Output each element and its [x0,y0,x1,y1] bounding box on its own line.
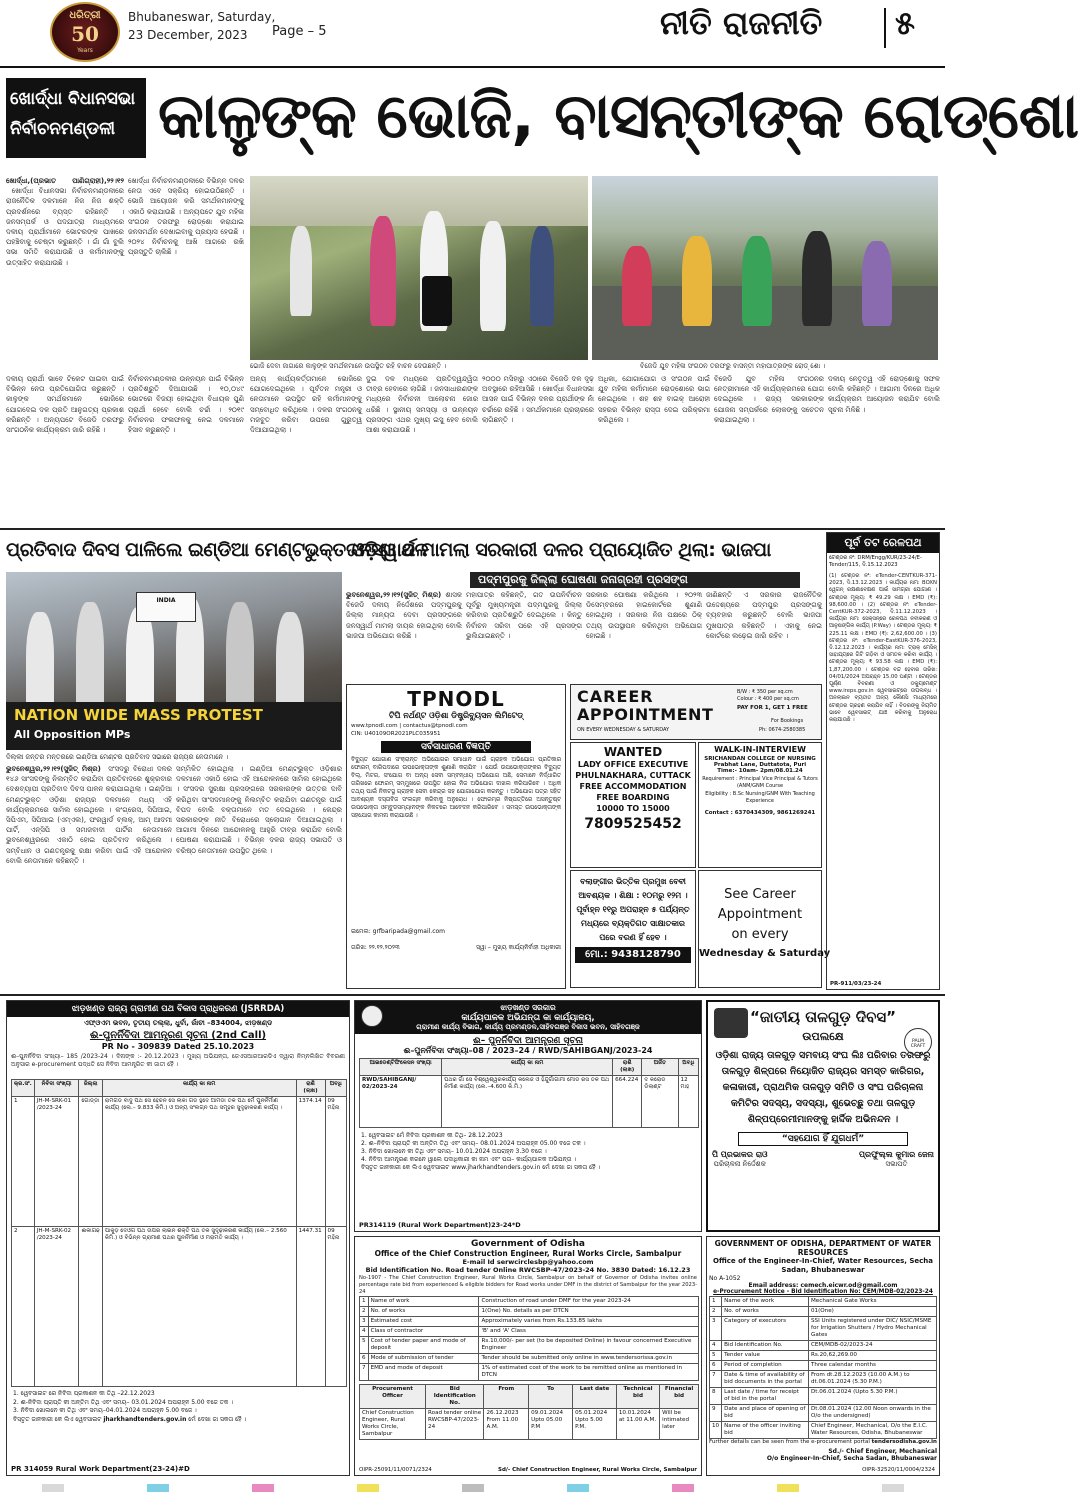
sambalpur-office: Office of the Chief Construction Engineer, Rural Works Circle, Sambalpur [374,1249,682,1258]
table-row: 7 EMD and mode of deposit 1% of estimated cost of the work to be remitted online as mentioned in DTCN [360,1364,699,1381]
wanted-ad [570,742,696,868]
reg-mark [462,1484,484,1492]
sahibganj-code: RWD/SAHIBGANJ/ 02/2023-24 [360,1076,442,1128]
jatiya-talaguda-ad [706,1000,940,1232]
career-rate-bw: B/W : ₹ 350 per sq.cm [737,689,793,695]
walkin-eligibility: Eligibility : B.Sc Nursing/GNM With Teaching Experience [705,791,815,804]
masthead [0,0,945,70]
photo-person [370,216,396,326]
walkin-time: Time:- 10am- 2pm/08.01.24 [717,768,803,774]
talaguda-body: ଓଡ଼ିଶା ରାଜ୍ୟ ତାଳଗୁଡ଼ ସମବାୟ ସଂଘ ଲିଃ ପରିବାର ତରଫରୁ ତାଳଗୁଡ଼ ଶିଳ୍ପରେ ନିୟୋଜିତ ରାଜ୍ୟର ସମସ୍ତ କାରିଗର, କଳାକାରୀ, ପ୍ରାଥମିକ ତାଳଗୁଡ଼ ସମିତି ଓ ସଂଘ ପରିଚାଳନା କମିଟିର ସଦସ୍ୟ, ସଦସ୍ୟା, ଶୁଭେଚ୍ଛୁ ତଥା ତାଳଗୁଡ଼ ଶିଳ୍ପପ୍ରେମୀମାନଙ୍କୁ ହାର୍ଦ୍ଦିକ ଅଭିନନ୍ଦନ । [715,1050,931,1125]
sahibganj-amount: 664.224 [613,1076,642,1128]
palm-craft-icon: PALM CRAFT [904,1028,932,1056]
sahibganj-tender: ଝାଡ଼ଖଣ୍ଡ ସରକାର କାର୍ଯ୍ୟପାଳକ ଅଭିଯନ୍ତା କା କାର୍ଯ୍ୟାଳୟ, ଗ୍ରାମୀଣ କାର୍ଯ୍ୟ ବିଭାଗ, କାର୍ଯ୍ୟ ପ୍ରମଣ୍ଡଳ,ସାହିବଗଞ୍ଜ ବିକାସ ଭବନ, ସାହିବଗଞ୍ଜ ଈ– ପୁନର୍ନିବିଦା ଆମନ୍ତ୍ରଣ ସୂଚନା ଈ–ପୁନର୍ନିବିଦା ସଂଖ୍ୟା–08 / 2023–24 / RWD/SAHIBGANJ/2023-24 ଆଇଡେଣ୍ଟିଫିକେସନ ସଂଖ୍ୟା କାର୍ଯ୍ୟ କା ନାମ ରାଶି (ଲାଖ) ଅର୍ଜିତ ଅବଧି RWD/SAHIBGANJ/ 02/2023-24 ପଥର ଗାଁ ସେ ବିଶ୍ୱେଶ୍ୱରକାର୍ଯ୍ୟ କଲେଜ ଓ ହିନ୍ଦୁଗାଁଗାମୀ ମୋଡ ରସ ତକ ପଥ ନିର୍ମାଣ କାର୍ଯ୍ୟ (ଲେ.–4.600 କି.ମି.) 664.224 ଦ କରୋଡ ଡିଲାଣ୍ଟ 12 ମାହ 1. ୱେବସାଇଟ ମେଁ ନିବିଦା ପ୍ରକାଶନ କୀ ତିଥି– 28.12.2023 2. ଈ–ନିବିଦା ପ୍ରାପ୍ତି କୀ ଅନ୍ତିମ ତିଥି ଏବଂ ସମୟ– 08.01.2024 ଅପରାହ୍ନ 05.00 ବଜେ ତକ । 3. ନିବିଦା ଖୋଲନେ କୀ ତିଥି ଏବଂ ସମୟ– 10.01.2024 ଅପରାହ୍ନ 3.30 ବଜେ । 4. ନିବିଦା ଆମନ୍ତ୍ରଣ କରନେ ୱାଲେ ପଦାଧିକାରୀ କା ନାମ ଏବଂ ପତା– କାର୍ଯ୍ୟପାଳକ ଅଭିଯନ୍ତା । ବିସ୍ତୃତ ଜାନକାରୀ କେ ଲିଏ ୱେବସାଇଟ www.jharkhandtenders.gov.in ମେଁ ଦେଖା ଜା ସକତା ହୈ । PR314119 (Rural Work Department)23-24*D [354,1000,702,1232]
story3-column-3: ସରକାର ଘୋଷଣା କରିଥିଲେ । ୨୦୨୩ ଡିସେମ୍ବରରେ ହାଇକୋର୍ଟରେ ଶୁଣାଣି ହୋଇଥିଲା । ସରକାର ନିଜ ପକ୍ଷରେ ଠିକ୍ ତଥ୍ୟ ଉପସ୍ଥାପନ କରିନଥିବା ଅଭିଯୋଗ ହୋଇଛି । [586,591,702,640]
lead-column-1 [6,176,124,372]
lead-body-1: ଖୋର୍ଦ୍ଧା ବିଧାନସଭା ନିର୍ବାଚନମଣ୍ଡଳୀରେ ରାଜନୈତିକ ଦଳମାନେ ନିଜ ନିଜ ଶକ୍ତି ପ୍ରଦର୍ଶନରେ ବ୍ୟସ୍ତ ରହିଛନ୍ତି । ଜନସମ୍ପର୍କ ଓ ପଦଯାତ୍ରା ମାଧ୍ୟମରେ ଦଳୀୟ ପ୍ରାର୍ଥୀମାନେ ଭୋଟରଙ୍କ ପାଖରେ ପହଞ୍ଚିବାକୁ ଚେଷ୍ଟା କରୁଛନ୍ତି । ଗାଁ ଗାଁ ବୁଲି ସଭା ସମିତି କରାଯାଉଛି ଓ କର୍ମୀମାନଙ୍କୁ ଉତ୍ସାହିତ କରାଯାଉଛି । [6,187,124,267]
tpnodl-grf-email[interactable]: grfbaripada@gmail.com [372,928,446,935]
table-row: Chief Construction Engineer, Rural Works Circle, Sambalpur Road tender online RWCSBP-47/2023-24 26.12.2023 From 11.00 A.M. 09.01.2024 Upto 05.00 P.M 05.01.2024 Upto 5.00 P.M. 10.01.2024 at 11.00 A.M. Will be intimated later [360,1409,699,1440]
kicker-line1: ଖୋର୍ଦ୍ଧା ବିଧାନସଭା [10,89,136,109]
sambalpur-footer-left: OIPR-25091/11/0071/2324 [359,1467,432,1473]
see-line1: See Career [724,887,796,902]
reg-mark [42,1484,64,1492]
water-resources-tender: GOVERNMENT OF ODISHA, DEPARTMENT OF WATER RESOURCES Office of the Engineer-In-Chief, Water Resources, Secha Sadan, Bhubaneswar No A-1052 Email address: cemech.eicwr.od@gmail.com e-Procurement Notice - Bid Identification No: CEM/MDB-02/2023-24 1 Name of the work Mechanical Gate Works 2 No. of works 01(One) 3 Category of executors SSI Units registered under DIC/ NSIC/MSME for Irrigation Shutters / Hydro Mechanical Gates 4 Bid Identification No. CEM/MDB-02/2023-24 5 Tender value Rs.20,62,269.00 6 Period of completion Three calendar months 7 Date & time of availability of bid documents in the portal From dt.28.12.2023 (10.00 A.M.) to dt.06.01.2024 (5.30 P.M.) 8 Last date / time for receipt of bid in the portal Dt.06.01.2024 (Upto 5.30 P.M.) 9 Date and place of opening of bid Dt.08.01.2024 (12.00 Noon onwards in the O/o the undersigned) 10 Name of the officer inviting bid Chief Engineer, Mechanical, O/o the E.I.C. Water Resources, Odisha, Bhubaneswar Further details can be seen from the e-procurement portal tendersodisha.gov.in Sd./- Chief Engineer, Mechanical O/o Engineer-In-Chief, Secha Sadan, Bhubaneswar OIPR-32520/11/0004/2324 [706,1236,940,1476]
see-line4: Wednesday & Saturday [699,948,831,959]
lead-bottom-rule [0,528,945,530]
jsrrda-notice: ଈ-ପୁନର୍ନିବିଦା ଆମନ୍ତ୍ରଣ ସୂଚନା (2nd Call) [89,1030,267,1041]
row-period: 09 ମହିନା [325,1097,346,1227]
east-coast-railway-tender [826,532,940,990]
tpnodl-body: ବିଦ୍ୟୁତ ଯୋଗାଣ ସଂକ୍ରାନ୍ତ ଅଭିଯୋଗର ସମାଧାନ ପାଇଁ ଗ୍ରାହକ ଅଭିଯୋଗ ପ୍ରତିକାର ଫୋରମ୍ ବାରିପଦାରେ ଉପଭୋକ୍ତାଙ୍କ ଶୁଣାଣି କରାଯିବ । ଯେଉଁ ଉପଭୋକ୍ତାଙ୍କର ବିଦ୍ୟୁତ ବିଲ୍, ମିଟର, ସଂଯୋଗ ବା ଅନ୍ୟ ସେବା ସମ୍ବନ୍ଧୀୟ ଅଭିଯୋଗ ଅଛି, ସେମାନେ ନିର୍ଦ୍ଧାରିତ ତାରିଖରେ ଫୋରମ୍ ସମ୍ମୁଖରେ ଉପସ୍ଥିତ ହୋଇ ନିଜ ଅଭିଯୋଗ ଦାଖଲ କରିପାରିବେ । ଅଧିକ ତଥ୍ୟ ପାଇଁ ନିକଟସ୍ଥ ଗ୍ରାହକ ସେବା କେନ୍ଦ୍ର ସହ ଯୋଗାଯୋଗ କରନ୍ତୁ । ଅଭିଯୋଗ ପତ୍ର ସହିତ ଆବଶ୍ୟକ ଦସ୍ତାବିଜ ସଂଲଗ୍ନ କରିବାକୁ ଅନୁରୋଧ । ଫୋରମ୍‌ର ନିଷ୍ପତ୍ତିରେ ଅସନ୍ତୁଷ୍ଟ ଉପଭୋକ୍ତା ଓମ୍ବୁଡସମ୍ୟାନଙ୍କ ନିକଟରେ ଆବେଦନ କରିପାରିବେ । ସମସ୍ତ ଉପଭୋକ୍ତାଙ୍କ ସହଯୋଗ କାମନା କରାଯାଉଛି । [351,757,561,819]
sahibganj-notice: ଈ– ପୁନର୍ନିବିଦା ଆମନ୍ତ୍ରଣ ସୂଚନା [473,1036,583,1046]
career-rate-colour: Colour : ₹ 400 per sq.cm [737,696,799,702]
lead-column-6: ଦୁଇ ଦଳ ମଧ୍ୟରେ ପ୍ରତିଦ୍ୱନ୍ଦ୍ୱିତା ତୀବ୍ର ହେବାରେ ଲାଗିଛି । ଜନସାଧାରଣଙ୍କ ମଧ୍ୟରେ ନିର୍ବାଚନୀ ଆଲୋଚନା ଜୋର ଧରିଛି । ସ୍ଥାନୀୟ ସମସ୍ୟା ଓ ଉନ୍ନୟନ ପ୍ରସଙ୍ଗ ଏଥର ମୁଖ୍ୟ ଇସୁ ହେବ ବୋଲି ଆଶା କରାଯାଉଛି । [366,375,478,435]
table-row: 7 Date & time of availability of bid documents in the portal From dt.28.12.2023 (10.00 A.M.) to dt.06.01.2024 (5.30 P.M.) [710,1371,937,1388]
railway-ref: ଟେଣ୍ଡର ନଂ: DRM/Engg/KUR/23-24/E-Tender/115, ଦି.15.12.2023 [829,555,922,568]
railway-title: ପୂର୍ବ ତଟ ରେଳପଥ [827,533,939,553]
job-line4: ମଧ୍ୟରେ ବ୍ୟକ୍ତିଗତ ସାକ୍ଷାତକାର [581,919,685,928]
talaguda-sign-left: ପି ପ୍ରଭାକର ରାଓ [712,1150,768,1159]
sambalpur-footer-right: Sd/- Chief Construction Engineer, Rural Works Circle, Sambalpur [497,1467,697,1473]
talaguda-sub: ଉପଲକ୍ଷେ [802,1030,844,1043]
sahibganj-title2: ଗ୍ରାମୀଣ କାର୍ଯ୍ୟ ବିଭାଗ, କାର୍ଯ୍ୟ ପ୍ରମଣ୍ଡଳ,ସାହିବଗଞ୍ଜ ବିକାସ ଭବନ, ସାହିବଗଞ୍ଜ [355,1023,701,1034]
row-sl: 2 [12,1227,35,1387]
lead-column-8: ଅଧିକା, ଯୋଗାଯୋଗ ଓ ସଂଗଠନ ପାଇଁ ଯୁବ ମହିଳା କର୍ମୀମାନେ ରୋଡ୍‌ଶୋରେ ଭାଗ ନେଇଥିଲେ । ଶହ ଶହ ବାଇକ୍ ଆରୋହୀ ସହରର ବିଭିନ୍ନ ରାସ୍ତା ଦେଇ ପରିକ୍ରମା କରିଥିଲେ । [598,375,710,424]
lead-column-9: ବିଜେଡି ଯୁବ ମହିଳା ସଂଗଠନର ନେତ୍ରୀମାନେ ଏହି କାର୍ଯ୍ୟକ୍ରମରେ ଯୋଗ ଦେଇଥିଲେ । ରାଜ୍ୟ ସରକାରଙ୍କ ଯୋଜନା ସମ୍ପର୍କରେ ଲୋକଙ୍କୁ ସଚେତନ କରାଯାଇଥିଲା । [714,375,824,424]
banner-text: NATION WIDE MASS PROTEST [14,706,263,724]
table-row: 1 Name of work Construction of road under DMF for the year 2023-24 [360,1297,699,1307]
jsrrda-footer: PR 314059 Rural Work Department(23-24)#D [11,1465,190,1473]
jsrrda-address: ଏଫ୍ଓଏମ ଭବନ, ତୃତୀୟ ତଲ୍ଲା, ଧୁର୍ବା, ରାଁଚୀ –834004, ଝାଡ଼ଖଣ୍ଡ [83,1019,273,1027]
anniversary-logo [50,2,120,62]
lead-column-5: ଅନ୍ୟ କାର୍ଯ୍ୟକର୍ତ୍ତାମାନେ ଭୋଜିରେ ଯୋଗଦେଇଥିଲେ । ପୂର୍ବତନ ମନ୍ତ୍ରୀ ଓ ନେତାମାନେ ଉପସ୍ଥିତ ରହି କର୍ମୀମାନଙ୍କୁ ସମ୍ବୋଧିତ କରିଥିଲେ । ଦଳର ସଂଗଠନକୁ ମଜବୁତ କରିବା ଉପରେ ଗୁରୁତ୍ୱ ଦିଆଯାଇଥିଲା । [250,375,362,435]
water-notice: e-Procurement Notice - Bid Identification No: CEM/MDB-02/2023-24 [713,1289,933,1295]
career-appointment-banner [570,684,822,740]
walkin-address: Prabhat Lane, Duttatota, Puri [713,762,807,768]
photo-person [742,236,772,326]
railway-body: (1) ଟେଣ୍ଡର ନଂ: eTender-CENTKUR-371-2023, ଦି.13.12.2023 । କାର୍ଯ୍ୟର ନାମ: BOXN ୱେଗନ୍ ରକ୍ଷଣାବେକ୍ଷଣ ପାଇଁ ସାମଗ୍ରୀ ଯୋଗାଣ । ଟେଣ୍ଡର ମୂଲ୍ୟ: ₹ 49.29 ଲକ୍ଷ । EMD (₹): 98,600.00 । (2) ଟେଣ୍ଡର ନଂ: eTender-CentKUR-372-2023, ଦି.11.12.2023 । କାର୍ଯ୍ୟର ନାମ: ସେକ୍ସନ୍‌ରେ ରେଳପଥ ନବୀକରଣ ଓ ଆନୁଷଙ୍ଗିକ କାର୍ଯ୍ୟ (P.Way) । ଟେଣ୍ଡର ମୂଲ୍ୟ: ₹ 225.11 ଲକ୍ଷ । EMD (₹): 2,62,600.00 । (3) ଟେଣ୍ଡର ନଂ: eTender-EastKUR-376-2023, ଦି.12.12.2023 । କାର୍ଯ୍ୟର ନାମ: ଟ୍ରାକ୍ ମେସିନ୍ ସାହାଯ୍ୟରେ ଗିଟି ଗଡ଼ିବା ଓ ସମତଳ କରିବା କାର୍ଯ୍ୟ । ଟେଣ୍ଡର ମୂଲ୍ୟ: ₹ 93.58 ଲକ୍ଷ । EMD (₹): 1,87,200.00 । ଟେଣ୍ଡର ବନ୍ଦ ହେବାର ତାରିଖ: 04/01/2024 ଅପରାହ୍ନ 15.00 ଘଣ୍ଟା । ଟେଣ୍ଡର ପୂର୍ଣ୍ଣ ବିବରଣୀ ଓ ଡକ୍ୟୁମେଣ୍ଟ www.ireps.gov.in ୱେବସାଇଟ୍‌ରେ ଉପଲବ୍ଧ । ଅନଲାଇନ ବ୍ୟତୀତ ଅନ୍ୟ କୌଣସି ମାଧ୍ୟମରେ ଟେଣ୍ଡର ଗ୍ରହଣ କରାଯିବ ନାହିଁ । ବିଡରଙ୍କୁ ନିୟମିତ ଭାବେ ୱେବସାଇଟ୍ ଯାଞ୍ଚ କରିବାକୁ ଅନୁରୋଧ କରାଯାଉଛି । [829,573,937,724]
table-row: 6 Mode of submission of tender Tender should be submitted only online in www.tendersorissa.gov.in [360,1354,699,1364]
photo-person [622,246,652,326]
page-number-label: Page – 5 [272,24,327,39]
reg-mark [147,1484,169,1492]
wanted-line1: LADY OFFICE EXECUTIVE [577,760,689,769]
photo-person [480,221,506,331]
water-table [709,1296,937,1439]
table-header: ଆଇଡେଣ୍ଟିଫିକେସନ ସଂଖ୍ୟା କାର୍ଯ୍ୟ କା ନାମ ରାଶି (ଲାଖ) ଅର୍ଜିତ ଅବଧି [360,1059,699,1076]
row-code: JH-M-SRK-01 /2023-24 [34,1097,79,1227]
reg-mark [777,1484,799,1492]
table-row: 4 Bid Identification No. CEM/MDB-02/2023-24 [710,1341,937,1351]
section-title: ନୀତି ରାଜନୀତି [660,4,823,42]
lead-body-2: ଖୋର୍ଦ୍ଧା ନିର୍ବାଚନମଣ୍ଡଳୀରେ ବିଭିନ୍ନ ଦଳର ନେତା ଏବେ ସକ୍ରିୟ ହୋଇଉଠିଛନ୍ତି । ଭୋଜି ଆୟୋଜନ କରି ସମର୍ଥକମାନଙ୍କୁ ଏକାଠି କରାଯାଉଛି । ଅନ୍ୟପଟେ ଯୁବ ମହିଳା ସଂଗଠନ ତରଫରୁ ରୋଡ୍‌ଶୋ କରାଯାଇ ଜନସମର୍ଥନ ଦେଖାଇବାକୁ ପ୍ରୟାସ ହେଉଛି । ୨୦୨୪ ନିର୍ବାଚନକୁ ଆଖି ଆଗରେ ରଖି ପ୍ରସ୍ତୁତି ଚାଲିଛି । [128,177,244,257]
photo-person [802,231,832,326]
talaguda-title: “ଜାତୀୟ ତାଳଗୁଡ଼ ଦିବସ” [749,1008,896,1026]
banner-subtext: All Opposition MPs [14,728,131,741]
walkin-college: SRICHANDAN COLLEGE OF NURSING [704,756,816,762]
table-row: 6 Period of completion Three calendar months [710,1361,937,1371]
page-number: ୫ [895,4,915,42]
wanted-line2: PHULNAKHARA, CUTTACK [575,771,691,780]
photo-speaker [422,276,452,326]
sahibganj-title: କାର୍ଯ୍ୟପାଳକ ଅଭିଯନ୍ତା କା କାର୍ଯ୍ୟାଳୟ, [355,1013,701,1023]
water-website[interactable]: tendersodisha.gov.in [871,1439,937,1445]
sambalpur-table [359,1296,699,1381]
table-row: 2 JH-M-SRK-02 /2023-24 ଈକାଗଢ ପାକୁଡ଼ ଦେଓଗ ପଥ ଉପର ଲାଇନ ଶକ୍ତି ପଥ ତକ ସୁଦୃଢ଼ୀକରଣ କାର୍ଯ୍ୟ (ଲେ.– 2.560 କିମି.) ଓ ବିଭିନ୍ନ ଗ୍ରାମୀଣ ପଥର ପୁନର୍ନିର୍ମାଣ ଓ ମରାମତି କାର୍ଯ୍ୟ । 1447.31 09 ମହିନା [12,1227,347,1387]
see-line2: Appointment [717,907,803,922]
tpnodl-notice: TPNODL ଟିପି ନର୍ଥଣ୍ଟ ଓଡ଼ିଶା ଡିଷ୍ଟ୍ରିବ୍ୟୁସନ ଲିମିଟେଡ୍ www.tpnodl.com | contactus@tpnodl.com CIN: U40109OR2021PLC035951 ସର୍ବସାଧାରଣ ବିଜ୍ଞପ୍ତି ବିଦ୍ୟୁତ ଯୋଗାଣ ସଂକ୍ରାନ୍ତ ଅଭିଯୋଗର ସମାଧାନ ପାଇଁ ଗ୍ରାହକ ଅଭିଯୋଗ ପ୍ରତିକାର ଫୋରମ୍ ବାରିପଦାରେ ଉପଭୋକ୍ତାଙ୍କ ଶୁଣାଣି କରାଯିବ । ଯେଉଁ ଉପଭୋକ୍ତାଙ୍କର ବିଦ୍ୟୁତ ବିଲ୍, ମିଟର, ସଂଯୋଗ ବା ଅନ୍ୟ ସେବା ସମ୍ବନ୍ଧୀୟ ଅଭିଯୋଗ ଅଛି, ସେମାନେ ନିର୍ଦ୍ଧାରିତ ତାରିଖରେ ଫୋରମ୍ ସମ୍ମୁଖରେ ଉପସ୍ଥିତ ହୋଇ ନିଜ ଅଭିଯୋଗ ଦାଖଲ କରିପାରିବେ । ଅଧିକ ତଥ୍ୟ ପାଇଁ ନିକଟସ୍ଥ ଗ୍ରାହକ ସେବା କେନ୍ଦ୍ର ସହ ଯୋଗାଯୋଗ କରନ୍ତୁ । ଅଭିଯୋଗ ପତ୍ର ସହିତ ଆବଶ୍ୟକ ଦସ୍ତାବିଜ ସଂଲଗ୍ନ କରିବାକୁ ଅନୁରୋଧ । ଫୋରମ୍‌ର ନିଷ୍ପତ୍ତିରେ ଅସନ୍ତୁଷ୍ଟ ଉପଭୋକ୍ତା ଓମ୍ବୁଡସମ୍ୟାନଙ୍କ ନିକଟରେ ଆବେଦନ କରିପାରିବେ । ସମସ୍ତ ଉପଭୋକ୍ତାଙ୍କ ସହଯୋଗ କାମନା କରାଯାଉଛି । ଇମେଲ: grfbaripada@gmail.com ତାରିଖ: ୨୨.୧୨.୨୦୨୩ ସ୍ୱା – ମୁଖ୍ୟ କାର୍ଯ୍ୟନିର୍ବାହୀ ଅଧିକାରୀ [346,684,566,989]
story2-caption: ଦିଲ୍ଲୀ ଜନ୍ତର ମନ୍ତରରେ ଇଣ୍ଡିଆ ମେଣ୍ଟର ପ୍ରତିବାଦ ସଭାରେ ରାଜ୍ୟର ନେତାମାନେ । [6,753,229,761]
career-sub: ON EVERY WEDNESDAY & SATURDAY [577,727,670,733]
kicker-line2: ନିର୍ବାଚନମଣ୍ଡଳୀ [10,119,116,139]
middle-rule [0,994,945,996]
tpnodl-subtitle: ଟିପି ନର୍ଥଣ୍ଟ ଓଡ଼ିଶା ଡିଷ୍ଟ୍ରିବ୍ୟୁସନ ଲିମିଟେଡ୍ [388,711,524,720]
walkin-title: WALK-IN-INTERVIEW [714,745,806,754]
reg-mark [672,1484,694,1492]
lead-column-3: ଦଳୀୟ ପ୍ରାର୍ଥୀ ଭାବେ ଟିକେଟ ପାଇବା ପାଇଁ ବିଭିନ୍ନ ନେତା ପ୍ରତିଯୋଗିତା କରୁଛନ୍ତି । କାଳୁଙ୍କ ସମର୍ଥକମାନେ ଭୋଜିରେ ଯୋଗଦେଇ ଦଳ ପ୍ରତି ଆନୁଗତ୍ୟ ପ୍ରକାଶ କରିଛନ୍ତି । ଅନ୍ୟପଟେ ବିଜେଡି ତରଫରୁ ସାଂଗଠନିକ କାର୍ଯ୍ୟକ୍ରମ ଜାରି ରହିଛି । [6,375,124,435]
table-row: 2 No. of works 01(One) [710,1307,937,1317]
photo-person [862,241,892,326]
career-booking: For Bookings [771,718,804,724]
walkin-interview-ad [698,742,822,868]
wanted-salary: 10000 TO 15000 [596,804,670,813]
row-code: JH-M-SRK-02 /2023-24 [34,1227,79,1387]
wanted-phone[interactable]: 7809525452 [584,816,682,832]
table-row: 8 Last date / time for receipt of bid in the portal Dt.06.01.2024 (Upto 5.30 P.M.) [710,1388,937,1405]
row-period: 09 ମହିନା [325,1227,346,1387]
story2-byline: ଭୁବନେଶ୍ୱର,୨୨।୧୨(ସୁଜିତ୍ ମିଶ୍ର) [6,765,101,773]
job-phone[interactable]: ମୋ.: 9438128790 [575,947,691,963]
jsrrda-prno: PR No - 309839 Dated 25.10.2023 [101,1042,255,1051]
reg-mark [567,1484,589,1492]
sahibganj-ref: ଈ–ପୁନର୍ନିବିଦା ସଂଖ୍ୟା–08 / 2023–24 / RWD/SAHIBGANJ/2023-24 [403,1046,653,1055]
see-career-ad [698,870,831,988]
photo-person [682,236,712,326]
story3-column-4: ଜାଣିଛନ୍ତି ଏ ସରକାର ରାଜନୈତିକ ଉଦ୍ଦେଶ୍ୟରେ ପଦ୍ମପୁର ପ୍ରସଙ୍ଗକୁ ବ୍ୟବହାର କରୁଛନ୍ତି ବୋଲି ଭାଜପା ମୁଖପାତ୍ର କହିଛନ୍ତି । ଏହାକୁ ନେଇ କୋର୍ଟରେ ଲଢ଼େଇ ଜାରି ରହିବ । [706,591,822,640]
lead-byline: ଖୋର୍ଦ୍ଧା,(ପ୍ରଭାତ ପାଣିଗ୍ରାହୀ),୨୨।୧୨ [6,177,124,185]
story3-byline: ଭୁବନେଶ୍ୱର,୨୨।୧୨(ସୁଜିତ୍ ମିଶ୍ର) [346,591,442,599]
jsrrda-website[interactable]: jharkhandtenders.gov.in [103,1415,187,1423]
story2-headline: ପ୍ରତିବାଦ ଦିବସ ପାଳିଲେ ଇଣ୍ଡିଆ ମେଣ୍ଟଭୁକ୍ତ ଓଡ଼ିଶା ଦଳ [6,539,428,561]
tpnodl-logo: TPNODL [407,687,505,711]
talaguda-logo [714,1008,748,1038]
table-row: 9 Date and place of opening of bid Dt.08.01.2024 (12.00 Noon onwards in the O/o the undersigned) [710,1405,937,1422]
photo-tent [250,176,588,226]
story2-photo [6,572,342,750]
table-row: 5 Tender value Rs.20,62,269.00 [710,1351,937,1361]
table-row: 4 Class of contractor 'B' and 'A' Class [360,1327,699,1337]
sahibganj-table [359,1058,699,1128]
walkin-requirement: Requirement : Principal Vice Principal & Tutors (ANM/GNM Course [702,776,818,789]
sahibganj-title-top: ଝାଡ଼ଖଣ୍ଡ ସରକାର [355,1001,701,1013]
jsrrda-date-1: 1. ୱେବସାଇଟ ରେ ନିବିଦା ପ୍ରକାଶନ କୀ ତିଥି –22.12.2023 [13,1390,155,1397]
talaguda-sign-right-title: ସଭାପତି [885,1160,908,1168]
reg-mark [252,1484,274,1492]
logo-years: 50 [71,22,99,46]
photo-person [530,226,554,326]
table-header: Procurement Officer Bid Identification No. From To Last date Technical bid Financial bid [360,1385,699,1409]
jsrrda-date-3: 3. ନିବିଦା ଖୋଲନେ କୀ ତିଥି ଏବଂ ସମୟ–04.01.2024 ଅପରାହ୍ନ 5.00 ବଜେ । [13,1407,197,1414]
lead-headline: କାଳୁଙ୍କ ଭୋଜି, ବାସନ୍ତୀଙ୍କ ରୋଡ୍‌ଶୋ [158,79,1078,152]
tpnodl-notice-title: ସର୍ବସାଧାରଣ ବିଜ୍ଞପ୍ତି [381,741,531,753]
tpnodl-signature: ସ୍ୱା – ମୁଖ୍ୟ କାର୍ଯ୍ୟନିର୍ବାହୀ ଅଧିକାରୀ [476,944,561,951]
table-row: 10 Name of the officer inviting bid Chief Engineer, Mechanical, O/o the E.I.C. Water Resources, Odisha, Bhubaneswar [710,1422,937,1439]
table-row: 2 No. of works 1(One) No. details as per DTCN [360,1307,699,1317]
water-footer: OIPR-32520/11/0004/2324 [862,1467,935,1473]
job-line5: ପରେ ବରଣ ହିଁ ହେବ । [599,933,667,942]
talaguda-sign-left-title: ପରିଚାଳନା ନିର୍ଦ୍ଦେଶକ [713,1160,766,1168]
career-pay-offer: PAY FOR 1, GET 1 FREE [737,705,808,711]
lead-photo-roadshow [592,176,938,360]
reg-mark [357,1484,379,1492]
talaguda-sign-right: ପ୍ରଫୁଲ୍ଲ କୁମାର ଜେନା [859,1150,934,1159]
career-title-top: CAREER [577,687,654,706]
lead-photo-feast [250,176,588,360]
logo-text: ଧରିତ୍ରୀ [69,10,101,21]
walkin-contact[interactable]: Contact : 6370434309, 9861269241 [704,810,816,816]
water-email[interactable]: Email address: cemech.eicwr.od@gmail.com [748,1282,898,1289]
table-row: 5 Cost of tender paper and mode of deposit Rs.10,000/- per set (to be deposited Online) in favour concerned Executive Engineer [360,1337,699,1354]
lead-caption-left: ଭୋଜି ଦେବା ଜାଗାରେ କାଳୁଙ୍କ ସମର୍ଥକମାନେ ଉପସ୍ଥିତ ରହି ବାଚନ ଦେଉଛନ୍ତି । [250,362,447,370]
lead-column-10: ଦଳୀୟ ନେତୃତ୍ୱ ଏହି ରୋଡ୍‌ଶୋକୁ ସଫଳ ବୋଲି କହିଛନ୍ତି । ଆଗାମୀ ଦିନରେ ଅଧିକ କାର୍ଯ୍ୟକ୍ରମ ଆୟୋଜନ କରାଯିବ ବୋଲି ସୂଚନା ମିଳିଛି । [828,375,940,414]
career-title-bottom: APPOINTMENT [577,705,714,724]
see-line3: on every [731,927,789,942]
story3-column-2: ମହାପାତ୍ର କହିଛନ୍ତି, ଗତ ଉପନିର୍ବାଚନ ପୂର୍ବରୁ ମୁଖ୍ୟମନ୍ତ୍ରୀ ପଦ୍ମପୁରକୁ ଜିଲ୍ଲା କରିବାର ପ୍ରତିଶ୍ରୁତି ଦେଇଥିଲେ । କିନ୍ତୁ ନିର୍ବାଚନ ସରିବା ପରେ ଏହି ପ୍ରସଙ୍ଗ ଭୁଲିଯାଇଛନ୍ତି । [466,591,582,640]
water-gov: GOVERNMENT OF ODISHA, DEPARTMENT OF WATER RESOURCES [714,1239,932,1257]
tpnodl-website[interactable]: www.tpnodl.com [351,723,398,729]
photo-person [290,226,312,316]
reg-mark [882,1484,904,1492]
dateline: Bhubaneswar, Saturday, [128,10,276,24]
jsrrda-title: ଝାଡ଼ଖଣ୍ଡ ରାଜ୍ୟ ଗ୍ରାମୀଣ ପଥ ବିକାସ ପ୍ରାଧିକରଣ (JSRRDA) [7,1001,349,1017]
story3-column-1: ଭୁବନେଶ୍ୱର,୨୨।୧୨(ସୁଜିତ୍ ମିଶ୍ର) ଶାସକ ବିଜେଡି ଦଳୀୟ ନିର୍ଦ୍ଦେଶରେ ପଦ୍ମପୁରକୁ ଜିଲ୍ଲା ମାନ୍ୟତା ଦେବା ପ୍ରସଙ୍ଗରେ ଜନସ୍ୱାର୍ଥ ମାମଲା ଦାୟର ହୋଇଥିଲା ବୋଲି ଭାଜପା ଅଭିଯୋଗ କରିଛି । [346,591,462,640]
protest-banner [6,702,342,750]
table-row: RWD/SAHIBGANJ/ 02/2023-24 ପଥର ଗାଁ ସେ ବିଶ୍ୱେଶ୍ୱରକାର୍ଯ୍ୟ କଲେଜ ଓ ହିନ୍ଦୁଗାଁଗାମୀ ମୋଡ ରସ ତକ ପଥ ନିର୍ମାଣ କାର୍ଯ୍ୟ (ଲେ.–4.600 କି.ମି.) 664.224 ଦ କରୋଡ ଡିଲାଣ୍ଟ 12 ମାହ [360,1076,699,1128]
job-line3: ପୂର୍ବାହ୍ନ ୧୧ରୁ ଅପରାହ୍ନ ୫ ପର୍ଯ୍ୟନ୍ତ [576,905,690,914]
wanted-title: WANTED [603,745,663,759]
water-no: No A-1052 [709,1275,741,1282]
row-amount: 1374.14 [296,1097,325,1227]
tpnodl-date: ତାରିଖ: ୨୨.୧୨.୨୦୨୩ [351,944,400,951]
water-sign2: O/o Engineer-In-Chief, Secha Sadan, Bhubaneswar [766,1455,937,1462]
lead-caption-right: ବିଜେଡି ଯୁବ ମହିଳା ସଂଗଠନ ତରଫରୁ ବାସନ୍ତୀ ମହାପାତ୍ରଙ୍କ ରୋଡ୍ ଶୋ । [640,362,826,370]
protest-placard: INDIA [136,592,196,622]
table-row: 1 JH-M-SRK-01 /2023-24 ଗୋଡ୍ଡା ରାମଗଡ ବାଦୁ ପଥ ସେ ହେଚନ ସେ ଲାକା ଗଡ ହୁଦେ ଆମଡା ତକ ପଥ ମେଁ ପୁନର୍ନିର୍ମାଣ କାର୍ଯ୍ୟ (ଲେ.– 9.833 କିମି.) ଓ ଅନ୍ୟ ସଂଲଗ୍ନ ପଥ ସମୂହର ସୁଦୃଢ଼ୀକରଣ କାର୍ଯ୍ୟ । 1374.14 09 ମହିନା [12,1097,347,1227]
row-amount: 1447.31 [296,1227,325,1387]
story3-subhead: ପଦ୍ମପୁରକୁ ଜିଲ୍ଲା ଘୋଷଣା ଜନାଗ୍ରହୀ ପ୍ରସଙ୍ଗ [470,572,800,588]
sahibganj-period: 12 ମାହ [678,1076,698,1128]
table-row: 3 Estimated cost Approximately varies from Rs.133.85 lakhs [360,1317,699,1327]
logo-sub: Years [77,47,93,54]
header-rule [0,66,945,68]
balangir-job-ad [570,870,696,988]
lead-column-4: ନିର୍ବାଚନମଣ୍ଡଳୀର ଉନ୍ନୟନ ପାଇଁ ବିଭିନ୍ନ ପ୍ରତିଶ୍ରୁତି ଦିଆଯାଉଛି । ୧୦,୦୪୯ ଭୋଟରେ ବିଜୟୀ ହୋଇଥିବା ବିଧାୟକ ପୁଣି ପ୍ରାର୍ଥୀ ହେବେ ବୋଲି ଚର୍ଚ୍ଚା । ୨୦୧୯ ନିର୍ବାଚନର ଫଳାଫଳକୁ ନେଇ ଦଳମାନେ ହିସାବ କରୁଛନ୍ତି । [128,375,244,435]
career-phone: Ph: 0674-2580385 [759,727,806,733]
row-sl: 1 [12,1097,35,1227]
sambalpur-bid: Bid Identification No. Road tender Online RWCSBP-47/2023-24 No. 3830 Dated: 16.12.23 [365,1266,691,1274]
lead-column-7: ୨୦୦୦ ମସିହାରୁ ଏଠାରେ ବିଜେଡି ଦଳ ଦୃଢ଼ ଅବସ୍ଥାରେ ରହିଆସିଛି । ଖୋର୍ଦ୍ଧା ବିଧାନସଭା ଆସନ ପାଇଁ ବିଭିନ୍ନ ଦଳର ପ୍ରାର୍ଥୀଙ୍କ ନାଁ ଚର୍ଚ୍ଚାରେ ରହିଛି । ସମର୍ଥକମାନେ ପ୍ରଚାରରେ ଲାଗିଛନ୍ତି । [482,375,594,424]
table-row: 3 Category of executors SSI Units registered under DIC/ NSIC/MSME for Irrigation Shutters / Hydro Mechanical Gates [710,1317,937,1341]
jsrrda-tender: ଝାଡ଼ଖଣ୍ଡ ରାଜ୍ୟ ଗ୍ରାମୀଣ ପଥ ବିକାସ ପ୍ରାଧିକରଣ (JSRRDA) ଏଫ୍ଓଏମ ଭବନ, ତୃତୀୟ ତଲ୍ଲା, ଧୁର୍ବା, ରାଁଚୀ –834004, ଝାଡ଼ଖଣ୍ଡ ଈ-ପୁନର୍ନିବିଦା ଆମନ୍ତ୍ରଣ ସୂଚନା (2nd Call) PR No - 309839 Dated 25.10.2023 ଈ–ପୁନର୍ନିବିଦା ସଂଖ୍ୟା– 185 /2023-24 । ଦିନାଙ୍କ :- 20.12.2023 । ମୁଖ୍ୟ ଅଭିଯନ୍ତା, ଜେଏସଆରଆରଡିଏ ଦ୍ୱାରା ନିମ୍ନଲିଖିତ ବିବରଣୀ ଅନୁସାର e-procurement ପଦ୍ଧତି ସେ ନିବିଦା ଆମନ୍ତ୍ରିତ କୀ ଜାତୀ ହୈ । କ୍ର.ସଂ. ନିବିଦା ସଂଖ୍ୟା ଜିଲ୍ଲା କାର୍ଯ୍ୟ କା ନାମ ରାଶି (ଲାଖ) ଅବଧି 1 JH-M-SRK-01 /2023-24 ଗୋଡ୍ଡା ରାମଗଡ ବାଦୁ ପଥ ସେ ହେଚନ ସେ ଲାକା ଗଡ ହୁଦେ ଆମଡା ତକ ପଥ ମେଁ ପୁନର୍ନିର୍ମାଣ କାର୍ଯ୍ୟ (ଲେ.– 9.833 କିମି.) ଓ ଅନ୍ୟ ସଂଲଗ୍ନ ପଥ ସମୂହର ସୁଦୃଢ଼ୀକରଣ କାର୍ଯ୍ୟ । 1374.14 09 ମହିନା 2 JH-M-SRK-02 /2023-24 ଈକାଗଢ ପାକୁଡ଼ ଦେଓଗ ପଥ ଉପର ଲାଇନ ଶକ୍ତି ପଥ ତକ ସୁଦୃଢ଼ୀକରଣ କାର୍ଯ୍ୟ (ଲେ.– 2.560 କିମି.) ଓ ବିଭିନ୍ନ ଗ୍ରାମୀଣ ପଥର ପୁନର୍ନିର୍ମାଣ ଓ ମରାମତି କାର୍ଯ୍ୟ । 1447.31 09 ମହିନା 1. ୱେବସାଇଟ ରେ ନିବିଦା ପ୍ରକାଶନ କୀ ତିଥି –22.12.2023 2. ଈ-ନିବିଦା ପ୍ରାପ୍ତି କୀ ଅନ୍ତିମ ତିଥି ଏବଂ ସମୟ– 03.01.2024 ଅପରାହ୍ନ 5.00 ବଜେ ତକ । 3. ନିବିଦା ଖୋଲନେ କୀ ତିଥି ଏବଂ ସମୟ–04.01.2024 ଅପରାହ୍ନ 5.00 ବଜେ । ବିସ୍ତୃତ ଜାନକାରୀ କେ ଲିଏ ୱେବସାଇଟ jharkhandtenders.gov.in ମେଁ ଦେଖା ଜା ସକତା ହୈ । PR 314059 Rural Work Department(23-24)#D [6,1000,350,1476]
sahibganj-footer: PR314119 (Rural Work Department)23-24*D [359,1221,521,1229]
table-row: 1 Name of the work Mechanical Gate Works [710,1297,937,1307]
jsrrda-date-2: 2. ଈ-ନିବିଦା ପ୍ରାପ୍ତି କୀ ଅନ୍ତିମ ତିଥି ଏବଂ ସମୟ– 03.01.2024 ଅପରାହ୍ନ 5.00 ବଜେ ତକ । [13,1398,233,1406]
sambalpur-tender: Government of Odisha Office of the Chief Construction Engineer, Rural Works Circle, Sambalpur E-mail Id serwcirclesbp@yahoo.com Bid Identification No. Road tender Online RWCSBP-47/2023-24 No. 3830 Dated: 16.12.23 No-1907 - The Chief Construction Engineer, Rural Works Circle, Sambalpur on behalf of Governor of Odisha invites online percentage rate bid from experienced & eligible bidders for Road works under DMF in the district of Sambalpur for the year 2023-24 1 Name of work Construction of road under DMF for the year 2023-24 2 No. of works 1(One) No. details as per DTCN 3 Estimated cost Approximately varies from Rs.133.85 lakhs 4 Class of contractor 'B' and 'A' Class 5 Cost of tender paper and mode of deposit Rs.10,000/- per set (to be deposited Online) in favour concerned Executive Engineer 6 Mode of submission of tender Tender should be submitted only online in www.tendersorissa.gov.in 7 EMD and mode of deposit 1% of estimated cost of the work to be remitted online as mentioned in DTCN Procurement Officer Bid Identification No. From To Last date Technical bid Financial bid Chief Construction Engineer, Rural Works Circle, Sambalpur Road tender online RWCSBP-47/2023-24 26.12.2023 From 11.00 A.M. 09.01.2024 Upto 05.00 P.M 05.01.2024 Upto 5.00 P.M. 10.01.2024 at 11.00 A.M. Will be intimated later OIPR-25091/11/0071/2324 Sd/- Chief Construction Engineer, Rural Works Circle, Sambalpur [354,1236,702,1476]
sambalpur-gov: Government of Odisha [471,1239,585,1249]
lead-kicker [6,78,146,158]
date: 23 December, 2023 [128,28,248,42]
wanted-line4: FREE BOARDING [596,793,670,802]
tpnodl-email[interactable]: contactus@tpnodl.com [402,723,468,729]
railway-footer: PR-911/03/23-24 [830,981,882,987]
section-divider [884,8,886,48]
sambalpur-email[interactable]: E-mail Id serwcirclesbp@yahoo.com [462,1258,594,1266]
water-office: Office of the Engineer-In-Chief, Water Resources, Secha Sadan, Bhubaneswar [713,1257,933,1274]
lead-column-2 [128,176,244,372]
story3-headline: ଜନସ୍ୱାର୍ଥ ମାମଲା ସରକାରୀ ଦଳର ପ୍ରାୟୋଜିତ ଥିଲା: ଭାଜପା [346,539,771,561]
job-line1: ବଲାଙ୍ଗୀର ଭିତ୍ତିକ ପ୍ରମୁଖ ବେବୀ [580,877,686,886]
jsrrda-table [11,1079,347,1387]
job-line2: ଆବଶ୍ୟକ । ଶିକ୍ଷା : ୧୦ମରୁ ୧୨ମ । [578,891,688,900]
sahibganj-emblem [361,1005,383,1027]
sambalpur-dates-table [359,1384,699,1440]
sahibganj-website[interactable]: www.jharkhandtenders.gov.in [451,1164,541,1171]
talaguda-slogan: “ସହଯୋଗ ହିଁ ଯୁଗଧର୍ମ” [738,1132,908,1146]
story2-column-1: ଭୁବନେଶ୍ୱର,୨୨।୧୨(ସୁଜିତ୍ ମିଶ୍ର) ସଂସଦରୁ ବିରୋଧୀ ଦଳର ୧୪୬ ସାଂସଦଙ୍କୁ ନିଲମ୍ବିତ କରାଯିବା ପ୍ରତିବାଦରେ ଶୁକ୍ରବାର ଦେଶବ୍ୟାପୀ ପ୍ରତିବାଦ ଦିବସ ପାଳନ କରାଯାଇଥିଲା । ଇଣ୍ଡିଆ ମେଣ୍ଟଭୁକ୍ତ ଓଡ଼ିଶା ରାଜ୍ୟର ଦଳମାନେ ମଧ୍ୟ ଏହି କାର୍ଯ୍ୟକ୍ରମରେ ସାମିଲ ହୋଇଥିଲେ । କଂଗ୍ରେସ, ସିପିଆଇ, ସିପିଏମ, ସିପିଆଇ (ଏମ୍ଏଲ), ଫରୱାର୍ଡ ବ୍ଲକ୍, ଆମ୍ ଆଦମୀ ପାର୍ଟି, ଏନ୍‌ସିପି ଓ ସମାଜବାଦୀ ପାର୍ଟିର ନେତାମାନେ ଭୁବନେଶ୍ୱରରେ ଏକାଠି ହୋଇ ପ୍ରତିବାଦ କରିଥିଲେ । ସମ୍ବିଧାନ ଓ ଗଣତନ୍ତ୍ରକୁ ରକ୍ଷା କରିବା ପାଇଁ ଏହି ଆନ୍ଦୋଳନ ବୋଲି ନେତାମାନେ କହିଛନ୍ତି । [6,765,172,865]
story2-column-2: ସମ୍ମିଳିତ ହୋଇଥିଲା । ଇଣ୍ଡିଆ ମେଣ୍ଟଭୁକ୍ତ ଓଡ଼ିଶାର ଦଳମାନେ ଏକାଠି ହୋଇ ଏହି ଆନ୍ଦୋଳନରେ ସାମିଲ ହୋଇଥିଲେ । ସଂସଦର ସୁରକ୍ଷା ପ୍ରସଙ୍ଗରେ ସରକାରଙ୍କ ଉତ୍ତର ଦାବି କରିଥିବା ସାଂସଦମାନଙ୍କୁ ନିଲମ୍ବିତ କରାଯିବା ଗଣତନ୍ତ୍ର ପାଇଁ ବିପଦ ବୋଲି ବକ୍ତାମାନେ ମତ ଦେଇଥିଲେ । କେନ୍ଦ୍ର ସରକାରଙ୍କ ନୀତି ବିରୋଧରେ ସ୍ଲୋଗାନ ଦିଆଯାଇଥିଲା । ଆଗାମୀ ଦିନରେ ଆନ୍ଦୋଳନକୁ ଆହୁରି ତୀବ୍ର କରାଯିବ ବୋଲି ଘୋଷଣା କରାଯାଇଛି । ବିଭିନ୍ନ ଦଳର ରାଜ୍ୟ ସଭାପତି ଓ ବରିଷ୍ଠ ନେତାମାନେ ଉପସ୍ଥିତ ଥିଲେ । [176,765,342,855]
wanted-line3: FREE ACCOMMODATION [579,782,687,791]
table-header: କ୍ର.ସଂ. ନିବିଦା ସଂଖ୍ୟା ଜିଲ୍ଲା କାର୍ଯ୍ୟ କା ନାମ ରାଶି (ଲାଖ) ଅବଧି [12,1080,347,1097]
registration-strip [0,1482,945,1494]
tpnodl-cin: CIN: U40109OR2021PLC035951 [351,730,441,737]
water-sign: Sd./- Chief Engineer, Mechanical [828,1448,937,1455]
